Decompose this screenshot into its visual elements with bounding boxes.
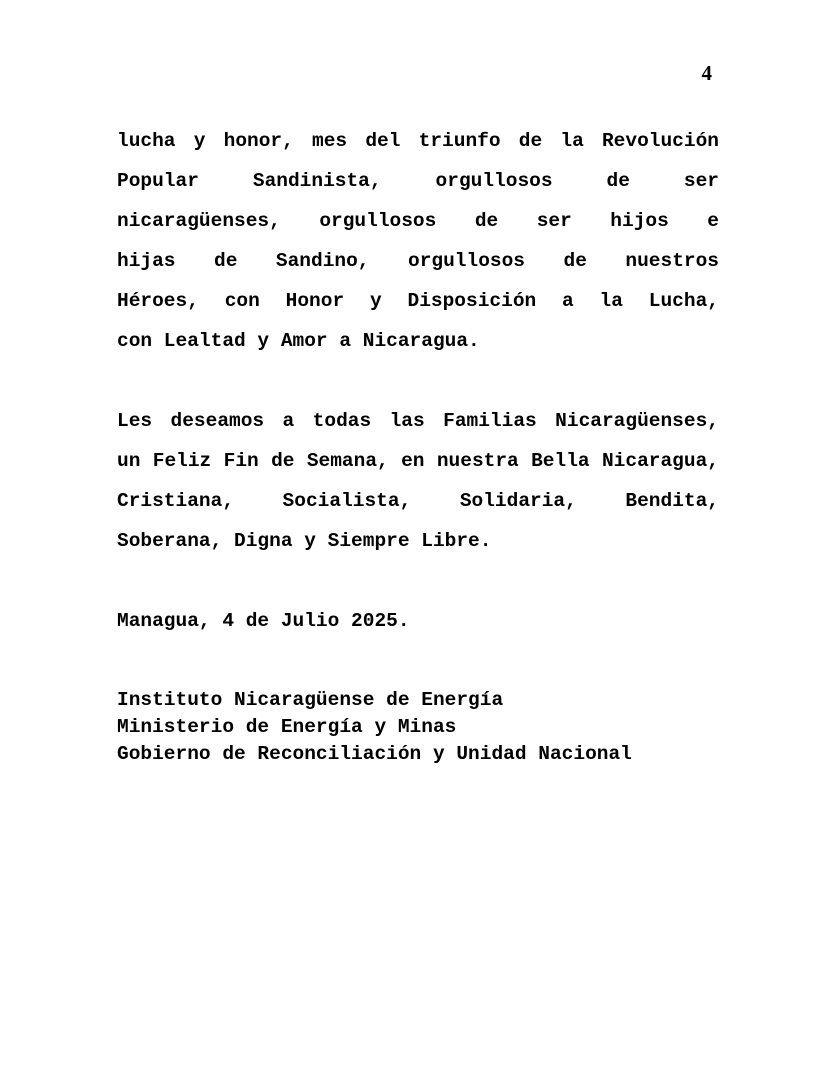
text-line: nicaragüenses, orgullosos de ser hijos e xyxy=(117,210,719,232)
page-number: 4 xyxy=(701,61,712,85)
text-line: Gobierno de Reconciliación y Unidad Nacional xyxy=(117,743,632,765)
text-line: Les deseamos a todas las Familias Nicaragüenses, xyxy=(117,410,719,432)
text-line: un Feliz Fin de Semana, en nuestra Bella Nicaragua, xyxy=(117,450,719,472)
document-body xyxy=(117,121,719,768)
text-line: hijas de Sandino, orgullosos de nuestros xyxy=(117,250,719,272)
text-line: Cristiana, Socialista, Solidaria, Bendita, xyxy=(117,490,719,512)
text-line: Ministerio de Energía y Minas xyxy=(117,716,457,738)
paragraph-deseos xyxy=(117,401,719,561)
text-line: Soberana, Digna y Siempre Libre. xyxy=(117,530,492,552)
text-line: Héroes, con Honor y Disposición a la Lucha, xyxy=(117,290,719,312)
text-line: con Lealtad y Amor a Nicaragua. xyxy=(117,330,480,352)
paragraph-revolucion xyxy=(117,121,719,361)
text-line: Instituto Nicaragüense de Energía xyxy=(117,689,504,711)
signature-block xyxy=(117,687,719,768)
dateline xyxy=(117,601,719,641)
text-line: Popular Sandinista, orgullosos de ser xyxy=(117,170,719,192)
dateline-text: Managua, 4 de Julio 2025. xyxy=(117,610,410,632)
text-line: lucha y honor, mes del triunfo de la Revolución xyxy=(117,130,719,152)
